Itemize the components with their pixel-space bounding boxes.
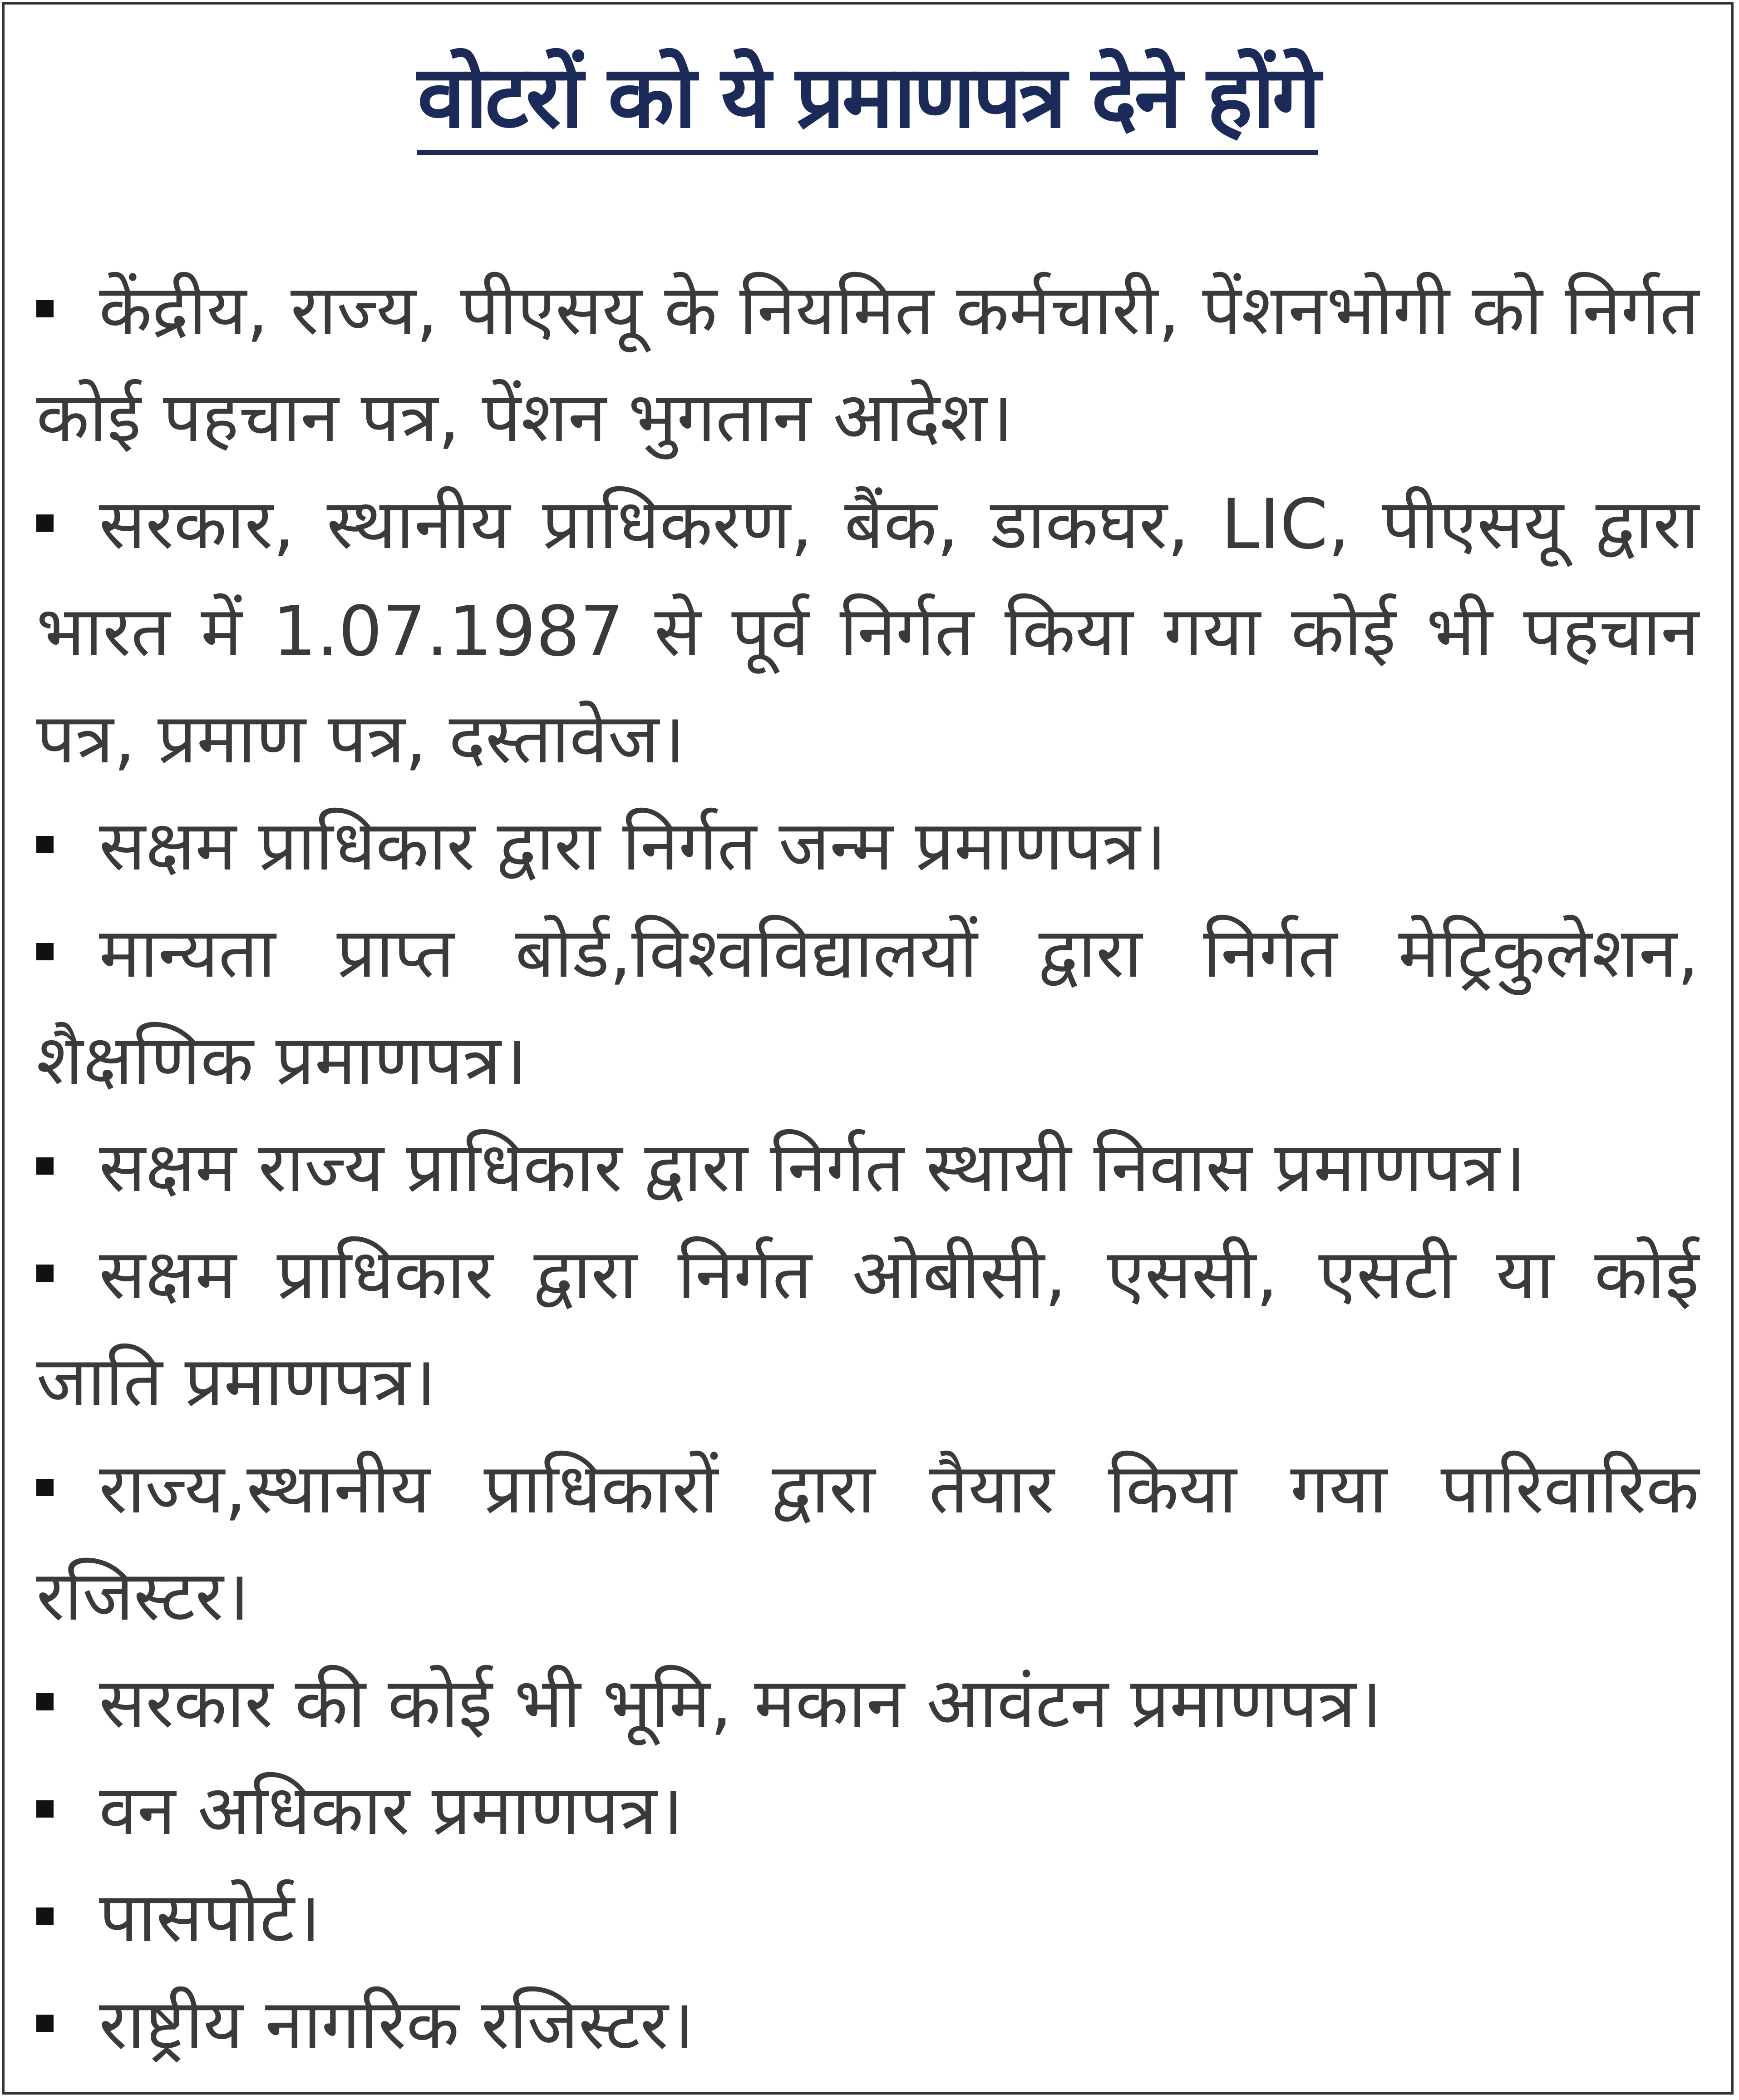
list-item-text: सक्षम प्राधिकार द्वारा निर्गत जन्म प्रमाणपत्र।: [99, 805, 1167, 886]
square-bullet-icon: [36, 1693, 54, 1710]
square-bullet-icon: [36, 1479, 54, 1496]
document-frame: [2, 2, 1734, 2095]
list-item: [36, 1971, 1699, 2078]
page-title: [5, 48, 1731, 155]
list-item: [36, 1221, 1699, 1435]
list-item: [36, 1864, 1699, 1971]
square-bullet-icon: [36, 1907, 54, 1925]
list-item-text: पासपोर्ट।: [99, 1877, 321, 1957]
list-item: [36, 471, 1699, 792]
list-item: [36, 792, 1699, 899]
list-item-text: मान्यता प्राप्त बोर्ड,विश्वविद्यालयों द्वारा निर्गत मेट्रिकुलेशन, शैक्षणिक प्रमाणपत्र।: [36, 913, 1699, 1100]
list-item: [36, 257, 1699, 471]
list-item: [36, 1757, 1699, 1864]
list-item-text: राज्य,स्थानीय प्राधिकारों द्वारा तैयार किया गया पारिवारिक रजिस्टर।: [36, 1448, 1699, 1636]
square-bullet-icon: [36, 2015, 54, 2032]
list-item-text: केंद्रीय, राज्य, पीएसयू के नियमित कर्मचारी, पेंशनभोगी को निर्गत कोई पहचान पत्र, पेंशन भुगतान आदेश।: [36, 270, 1699, 457]
list-item-text: सक्षम प्राधिकार द्वारा निर्गत ओबीसी, एससी, एसटी या कोई जाति प्रमाणपत्र।: [36, 1234, 1699, 1422]
list-item: [36, 1435, 1699, 1650]
list-item-text: वन अधिकार प्रमाणपत्र।: [99, 1770, 684, 1850]
square-bullet-icon: [36, 1800, 54, 1818]
square-bullet-icon: [36, 300, 54, 317]
page-title-text: वोटरों को ये प्रमाणपत्र देने होंगे: [417, 48, 1318, 155]
document-list: [36, 257, 1699, 2078]
square-bullet-icon: [36, 1157, 54, 1175]
list-item: [36, 1650, 1699, 1757]
square-bullet-icon: [36, 836, 54, 853]
square-bullet-icon: [36, 1265, 54, 1282]
list-item: [36, 1114, 1699, 1221]
list-item: [36, 899, 1699, 1114]
list-item-text: सक्षम राज्य प्राधिकार द्वारा निर्गत स्थायी निवास प्रमाणपत्र।: [99, 1127, 1526, 1207]
square-bullet-icon: [36, 943, 54, 960]
square-bullet-icon: [36, 514, 54, 532]
list-item-text: सरकार की कोई भी भूमि, मकान आवंटन प्रमाणपत्र।: [99, 1663, 1382, 1743]
list-item-text: सरकार, स्थानीय प्राधिकरण, बैंक, डाकघर, LIC, पीएसयू द्वारा भारत में 1.07.1987 से पूर्व निर्गत किया गया कोई भी पहचान पत्र, प्रमाण पत्र, दस्तावेज।: [36, 484, 1699, 779]
list-item-text: राष्ट्रीय नागरिक रजिस्टर।: [99, 1984, 695, 2065]
